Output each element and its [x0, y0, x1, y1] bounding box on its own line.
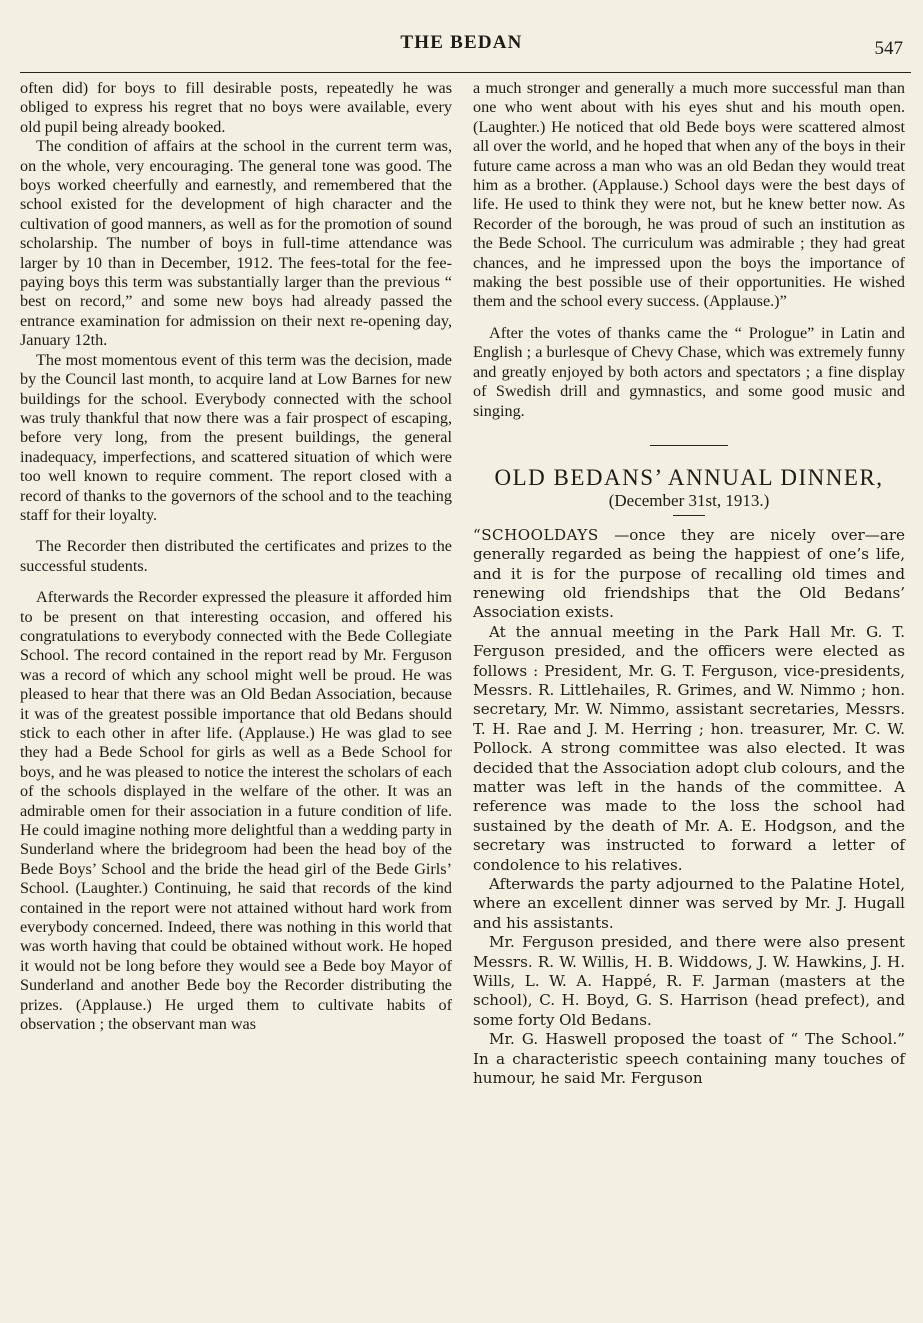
short-divider: [673, 515, 705, 516]
section-divider: [650, 445, 728, 446]
paragraph: Afterwards the Recorder expressed the pleasure it afforded him to be present on that interesting occasion, and offered his congratulations to everybody connected with the Bede Collegiate School. The record contained in the report read by Mr. Ferguson was a record of which any school might well be proud. He was pleased to hear that there was an Old Bedan Association, because it was of the greatest possible importance that old Bedans should stick to each other in after life. (Applause.) He was glad to see they had a Bede School for girls as well as a Bede School for boys, and he was pleased to notice the interest the scholars of each of the schools displayed in the welfare of the other. It was an admirable omen for their association in a future condition of life. He could imagine nothing more delightful than a wedding party in Sunderland where the bridegroom had been the head boy of the Bede Boys’ School and the bride the head girl of the Bede Girls’ School. (Laughter.) Continuing, he said that records of the kind contained in the report were not attained without hard work from everybody concerned. Indeed, there was nothing in this world that was worth having that could be obtained without work. He hoped it would not be long before they would see a Bede boy Mayor of Sunderland and another Bede boy the Recorder distributing the prizes. (Applause.) He urged them to cultivate habits of observation ; the observant man was: [20, 588, 452, 1034]
page-header: [20, 30, 903, 70]
right-column: [473, 79, 905, 1089]
section-date: (December 31st, 1913.): [608, 491, 770, 511]
opening-lead: “SCHOOLDAYS: [473, 525, 599, 544]
paragraph: Afterwards the party adjourned to the Palatine Hotel, where an excellent dinner was served by Mr. J. Hugall and his assistants.: [473, 875, 905, 932]
paragraph: The most momentous event of this term was the decision, made by the Council last month, to acquire land at Low Barnes for new buildings for the school. Everybody connected with the school was truly thankful that now there was a fair prospect of escaping, before very long, from the present buildings, the general inadequacy, imperfections, and scattered situation of which were too well known to require comment. The report closed with a record of thanks to the governors of the school and to the teaching staff for their loyalty.: [20, 350, 452, 524]
paragraph: often did) for boys to fill desirable posts, repeatedly he was obliged to express his regret that no boys were available, every old pupil being already booked.: [20, 79, 452, 136]
paragraph: The Recorder then distributed the certificates and prizes to the successful students.: [20, 537, 452, 575]
section-title: OLD BEDANS’ ANNUAL DINNER,: [494, 464, 884, 490]
running-title: THE BEDAN: [400, 32, 523, 53]
left-column: [20, 79, 452, 1035]
page-number: 547: [874, 38, 903, 59]
opening-text: —once they are nicely over—are generally regarded as being the happiest of one’s life, and it is for the purpose of recalling old times and renewing old friendships that the Old Bedans’ Association exists.: [473, 525, 905, 622]
dinner-article: [473, 526, 905, 1089]
paragraph: At the annual meeting in the Park Hall Mr. G. T. Ferguson presided, and the officers were elected as follows : President, Mr. G. T. Ferguson, vice-presidents, Messrs. R. Littlehailes, R. Grimes, and W. Nimmo ; hon. secretary, Mr. W. Nimmo, assistant secretaries, Messrs. T. H. Rae and J. M. Herring ; hon. treasurer, Mr. C. W. Pollock. A strong committee was also elected. It was decided that the Association adopt club colours, and the matter was left in the hands of the committee. A reference was made to the loss the school had sustained by the death of Mr. A. E. Hodgson, and the secretary was instructed to forward a letter of condolence to his relatives.: [473, 622, 905, 874]
paragraph: Mr. G. Haswell proposed the toast of “ The School.” In a characteristic speech containing many touches of humour, he said Mr. Ferguson: [473, 1030, 905, 1088]
paragraph: After the votes of thanks came the “ Prologue” in Latin and English ; a burlesque of Chevy Chase, which was extremely funny and greatly enjoyed by both actors and spectators ; a fine display of Swedish drill and gymnastics, and some good music and singing.: [473, 323, 905, 420]
paragraph: Mr. Ferguson presided, and there were also present Messrs. R. W. Willis, H. B. Widdows, J. W. Hawkins, J. H. Wills, L. W. A. Happé, R. F. Jarman (masters at the school), C. H. Boyd, G. S. Harrison (head prefect), and some forty Old Bedans.: [473, 933, 905, 1029]
paragraph: The condition of affairs at the school in the current term was, on the whole, very encouraging. The general tone was good. The boys worked cheerfully and earnestly, and remembered that the school existed for the development of high character and the cultivation of good manners, as well as for the promotion of sound scholarship. The number of boys in full-time attendance was larger by 10 than in December, 1912. The fees-total for the fee-paying boys this term was substantially larger than the previous “ best on record,” and some new boys had already passed the entrance examination for admission on their next re-opening day, January 12th.: [20, 137, 452, 350]
dinner-opening-paragraph: [473, 526, 905, 623]
header-rule: [20, 72, 911, 73]
paragraph: a much stronger and generally a much more successful man than one who went about with his eyes shut and his mouth open. (Laughter.) He noticed that old Bede boys were scattered almost all over the world, and he hoped that when any of the boys in their future came across a man who was an old Bedan they would treat him as a brother. (Applause.) School days were the best days of life. He used to think they were not, but he knew better now. As Recorder of the borough, he was proud of such an institution as the Bede School. The curriculum was admirable ; they had great chances, and he impressed upon the boys the importance of making the best possible use of their opportunities. He wished them and the school every success. (Applause.)”: [473, 79, 905, 311]
